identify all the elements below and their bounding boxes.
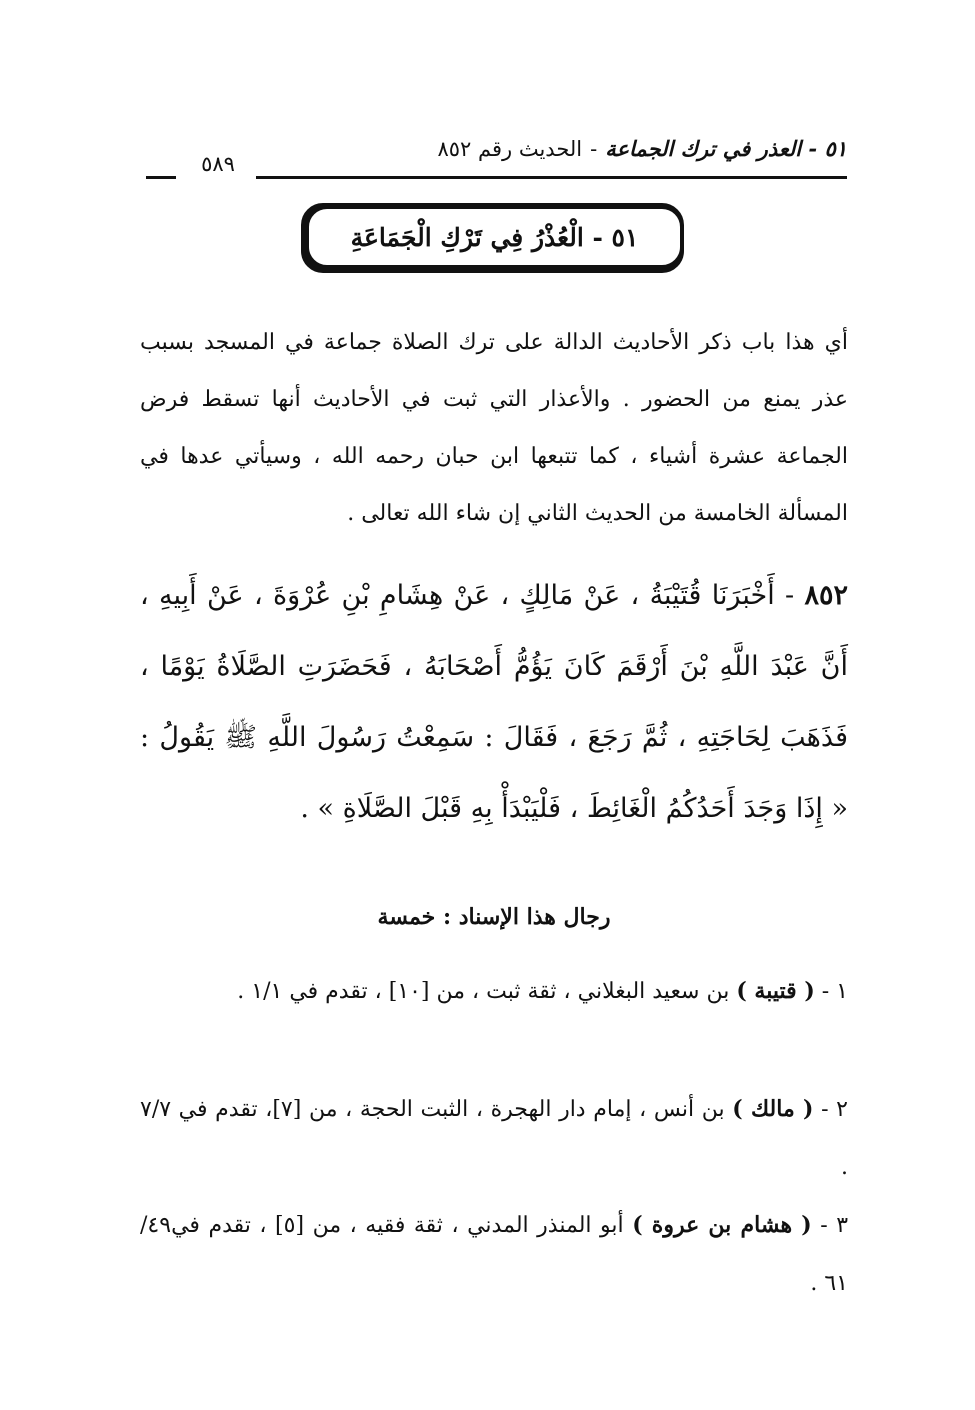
chapter-title: ٥١ - الْعُذْرُ فِي تَرْكِ الْجَمَاعَةِ [350,222,639,252]
narrator-description: بن سعيد البغلاني ، ثقة ثبت ، من [١٠] ، تقدم في ١/١ . [237,979,730,1004]
narrator-number: ٣ [836,1213,849,1238]
hadith-body: أَخْبَرَنَا قُتَيْبَةُ ، عَنْ مَالِكٍ ، عَنْ هِشَامِ بْنِ عُرْوَةَ ، عَنْ أَبِيهِ ، أَنَّ عَبْدَ اللَّهِ بْنَ أَرْقَمَ كَانَ يَؤُمُّ أَصْحَابَهُ ، فَحَضَرَتِ الصَّلَاةُ يَوْمًا ، فَذَهَبَ لِحَاجَتِهِ ، ثُمَّ رَجَعَ ، فَقَالَ : سَمِعْتُ رَسُولَ اللَّهِ ﷺ يَقُولُ : « إِذَا وَجَدَ أَحَدُكُمُ الْغَائِطَ ، فَلْيَبْدَأْ بِهِ قَبْلَ الصَّلَاةِ » . [140,580,848,824]
narrator-entry [140,1080,848,1197]
header-rule [256,176,847,179]
narrator-dash: - [821,979,830,1004]
hadith-text [140,560,848,844]
narrator-entry [140,962,848,1021]
narrator-description: بن أنس ، إمام دار الهجرة ، الثبت الحجة ، من [٧]، تقدم في ٧/٧ . [140,1097,848,1180]
narrator-number: ١ [836,979,848,1004]
running-header [407,136,847,161]
page-number-dash [146,176,176,179]
narrator-name: ( مالك ) [732,1096,814,1122]
page-number: ٥٨٩ [201,152,235,176]
narrator-name: ( قتيبة ) [736,978,815,1004]
narrator-description: أبو المنذر المدني ، ثقة فقيه ، من [٥] ، تقدم في٤٩/ ٦١ . [140,1213,848,1296]
intro-paragraph: أي هذا باب ذكر الأحاديث الدالة على ترك الصلاة جماعة في المسجد بسبب عذر يمنع من الحضور . والأعذار التي ثبت في الأحاديث أنها تسقط فرض الجماعة عشرة أشياء ، كما تتبعها ابن حبان رحمه الله ، وسيأتي عدها في المسألة الخامسة من الحديث الثاني إن شاء الله تعالى . [140,330,848,526]
narrator-number: ٢ [836,1097,848,1122]
narrators-heading: رجال هذا الإسناد : خمسة [377,904,611,930]
hadith-number: ٨٥٢ [804,580,848,611]
narrator-dash: - [820,1213,828,1238]
header-hadith-reference: الحديث رقم ٨٥٢ [437,137,583,161]
chapter-title-box [307,207,682,267]
narrator-dash: - [821,1097,829,1122]
hadith-dash: - [785,580,795,611]
header-separator: - [590,137,598,161]
header-chapter-title: ٥١ - العذر في ترك الجماعة [605,136,847,161]
narrator-name: ( هشام بن عروة ) [632,1212,812,1238]
narrator-entry [140,1196,848,1313]
